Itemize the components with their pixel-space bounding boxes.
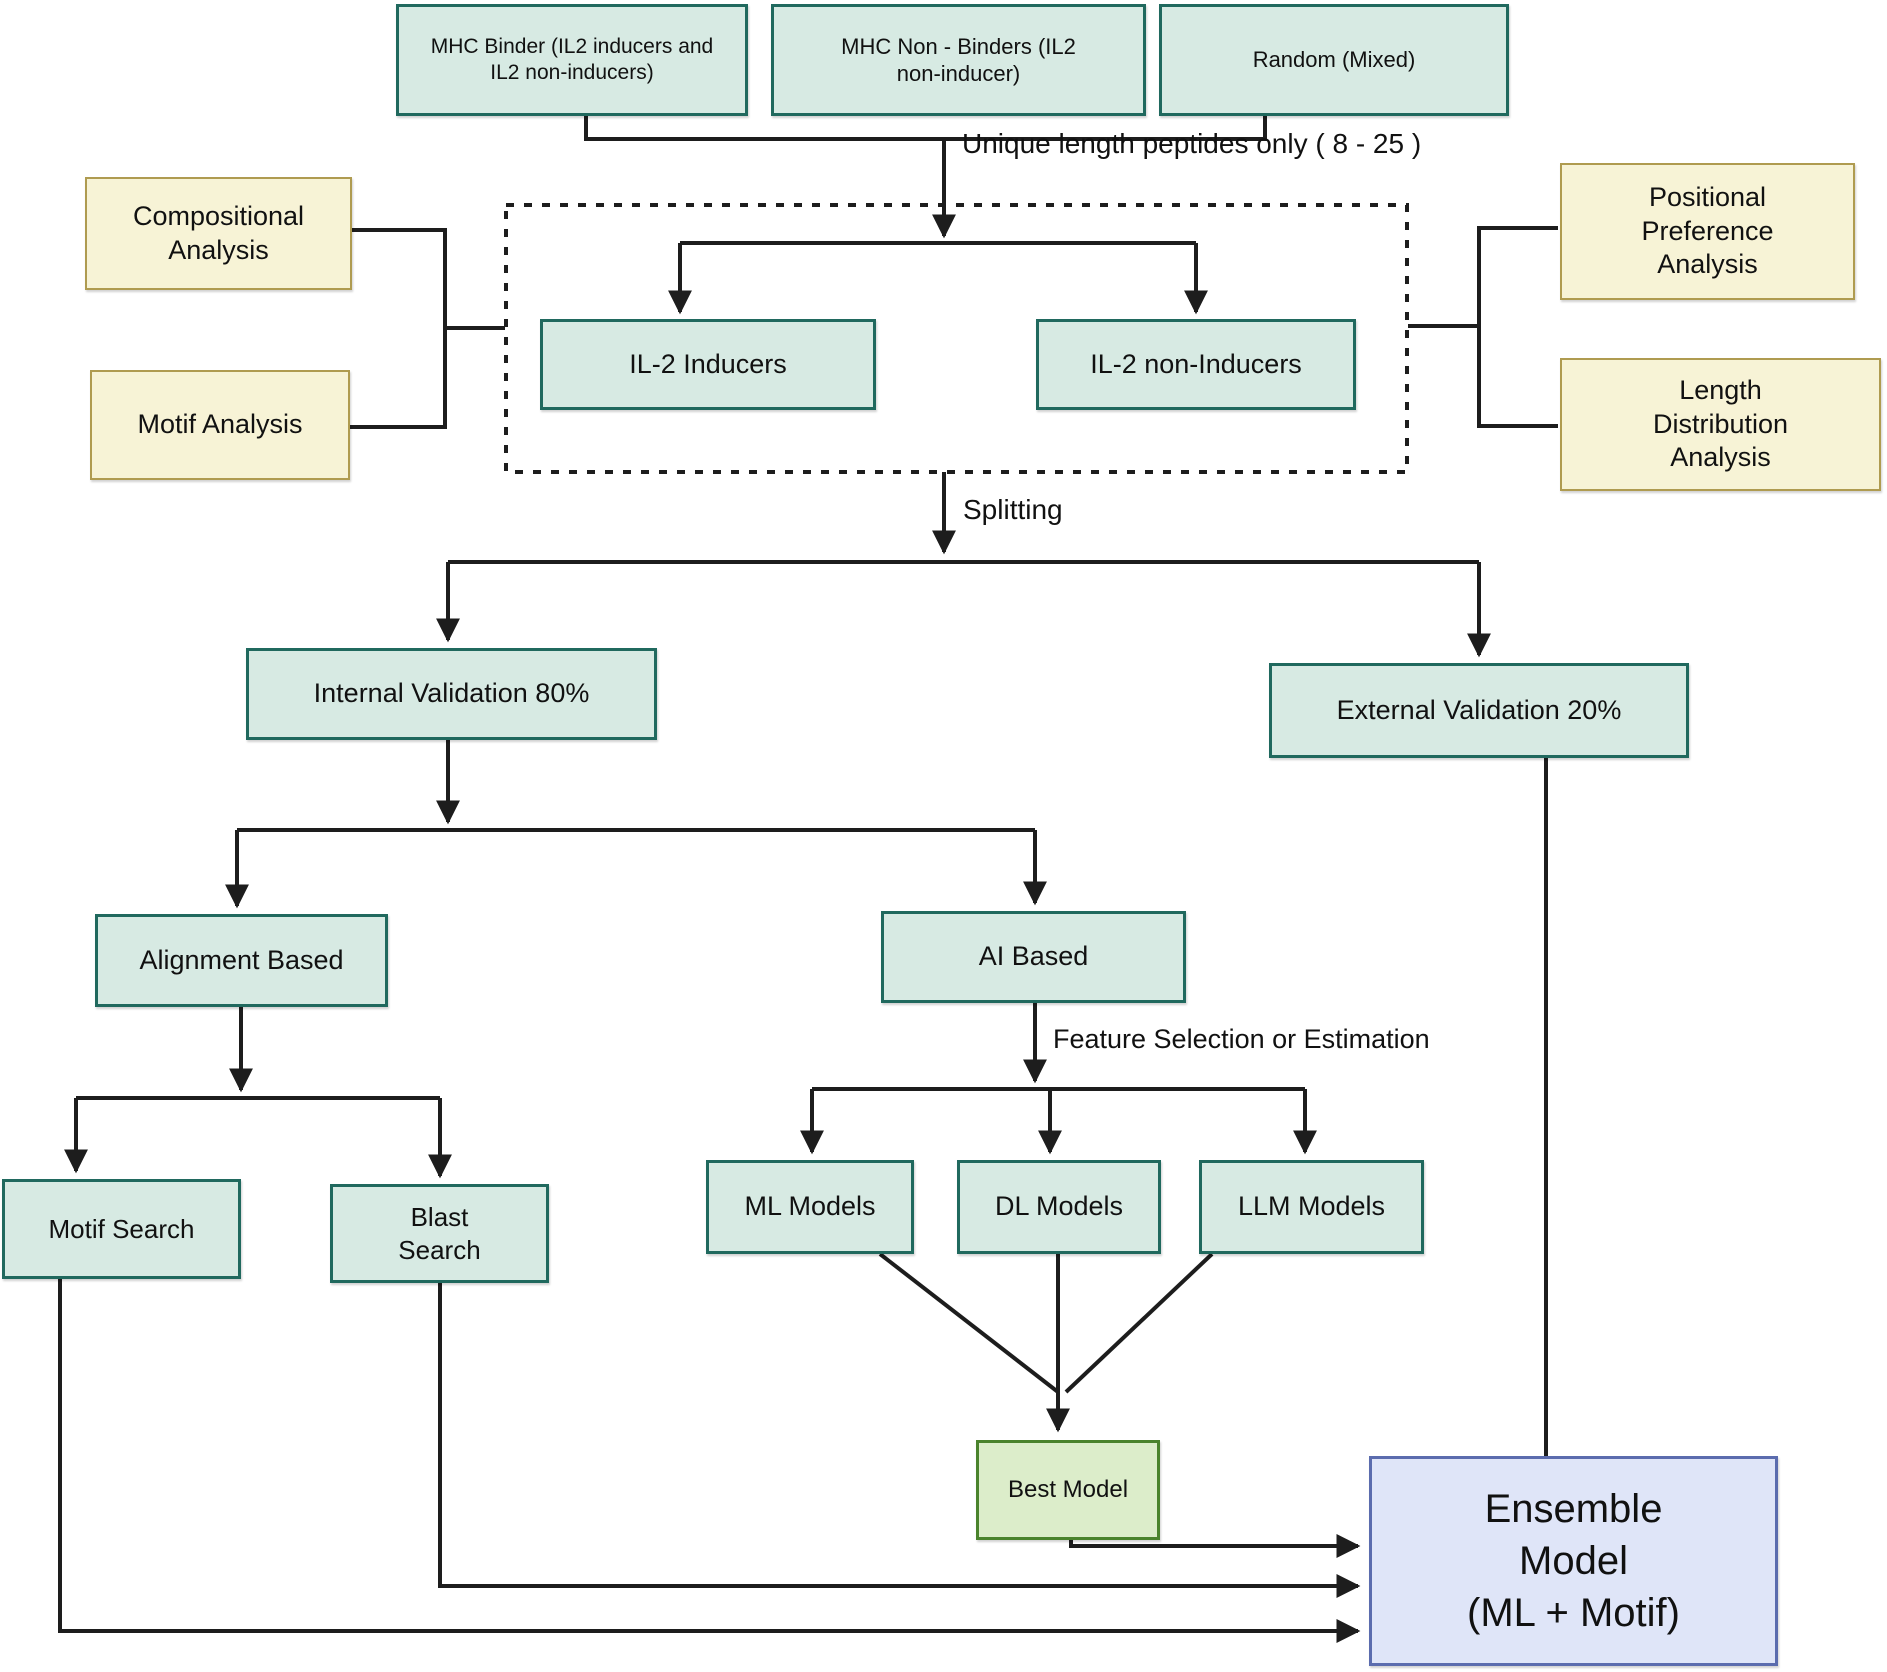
node-motif-search: Motif Search: [2, 1179, 241, 1279]
node-ai-based: AI Based: [881, 911, 1186, 1003]
node-positional-preference-analysis: [1560, 163, 1855, 300]
node-length-distribution-analysis: [1560, 358, 1881, 491]
node-best-model: Best Model: [976, 1440, 1160, 1540]
connector-ml-converge: [880, 1254, 1058, 1392]
node-ensemble-model: [1369, 1456, 1778, 1666]
node-mhc-binder: MHC Binder (IL2 inducers and IL2 non-inducers): [396, 4, 748, 116]
node-dl-models: DL Models: [957, 1160, 1161, 1254]
node-motif-analysis: Motif Analysis: [90, 370, 350, 480]
node-external-validation: External Validation 20%: [1269, 663, 1689, 758]
node-mhc-non-binders: MHC Non - Binders (IL2 non-inducer): [771, 4, 1146, 116]
edge-label-splitting: Splitting: [963, 494, 1063, 525]
node-line: Analysis: [1670, 442, 1771, 473]
connector-llm-converge: [1066, 1254, 1212, 1392]
node-compositional-analysis: Compositional Analysis: [85, 177, 352, 290]
node-line: Search: [398, 1234, 481, 1265]
node-line: (ML + Motif): [1467, 1591, 1680, 1635]
node-line: Analysis: [1657, 249, 1758, 280]
node-il2-inducers: IL-2 Inducers: [540, 319, 876, 410]
connector-blast-to-ensemble-arrow: [440, 1283, 1358, 1586]
node-line: Ensemble: [1484, 1487, 1663, 1531]
node-alignment-based: Alignment Based: [95, 914, 388, 1007]
node-random: Random (Mixed): [1159, 4, 1509, 116]
node-line: Distribution: [1652, 408, 1789, 439]
node-ml-models: ML Models: [706, 1160, 914, 1254]
node-line: Positional: [1648, 181, 1767, 212]
node-llm-models: LLM Models: [1199, 1160, 1424, 1254]
connector-best-to-ensemble-arrow: [1071, 1540, 1358, 1546]
node-line: Length: [1679, 374, 1762, 405]
node-il2-non-inducers: IL-2 non-Inducers: [1036, 319, 1356, 410]
node-internal-validation: Internal Validation 80%: [246, 648, 657, 740]
connector-motif-to-ensemble-arrow: [60, 1279, 1358, 1631]
edge-label-unique-length: Unique length peptides only ( 8 - 25 ): [962, 128, 1422, 159]
node-line: Blast: [410, 1202, 469, 1232]
node-line: Model: [1519, 1539, 1628, 1583]
node-line: Preference: [1641, 215, 1774, 246]
node-blast-search: [330, 1184, 549, 1283]
edge-label-feature-selection: Feature Selection or Estimation: [1053, 1024, 1430, 1054]
